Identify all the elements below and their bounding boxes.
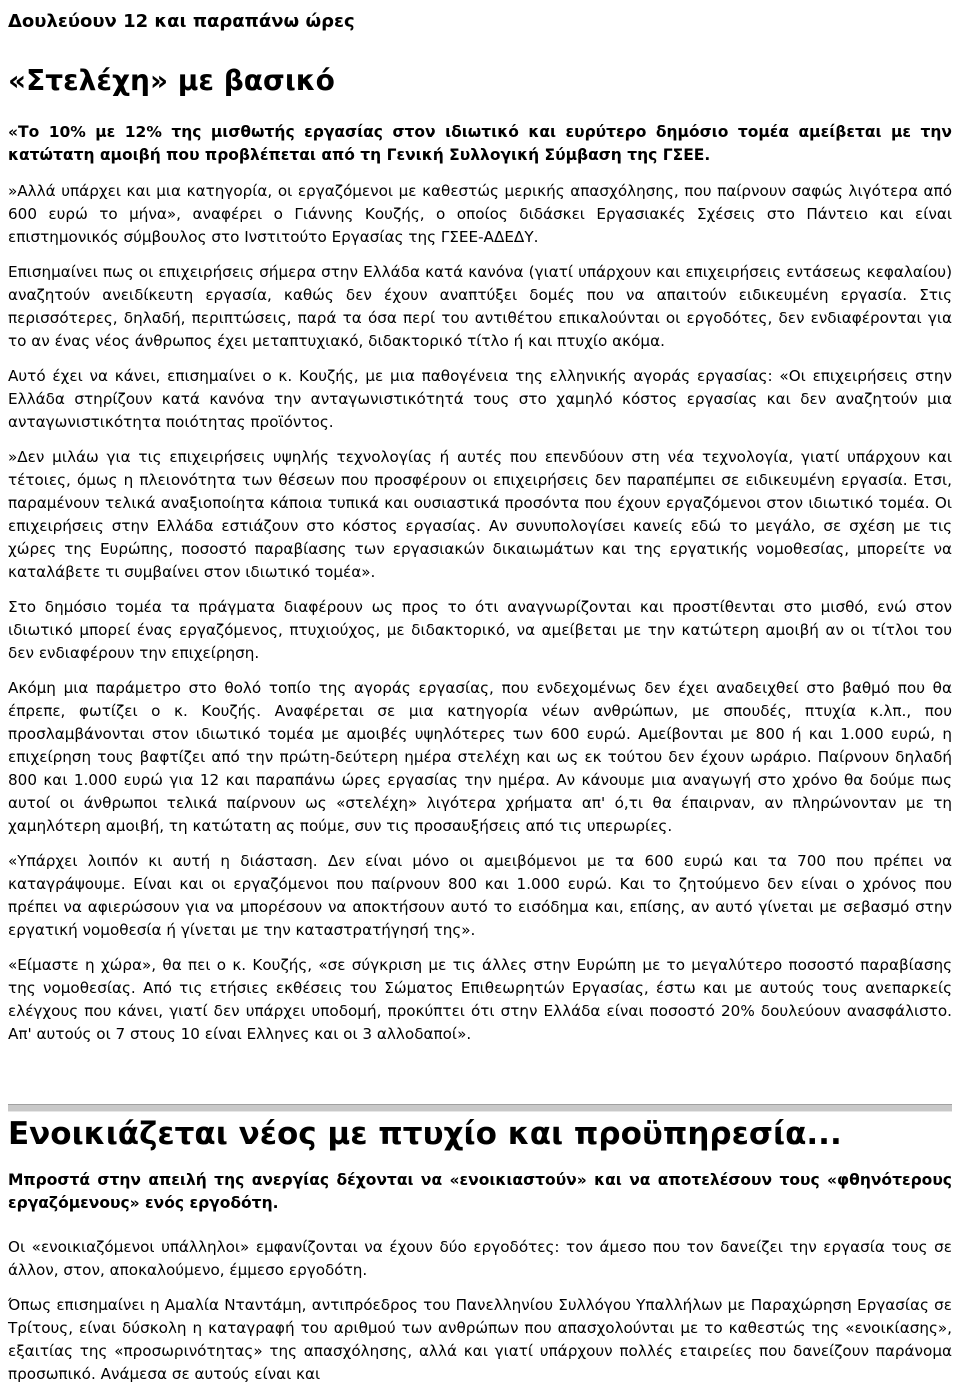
body-paragraph: »Αλλά υπάρχει και μια κατηγορία, οι εργαζόμενοι με καθεστώς μερικής απασχόλησης, που παίρνουν σαφώς λιγότερα από 600 ευρώ το μήνα», αναφέρει ο Γιάννης Κουζής, ο οποίος διδάσκει Εργασιακές Σχέσεις στο Πάντειο και είναι επιστημονικός σύμβουλος στο Ινστιτούτο Εργασίας της ΓΣΕΕ-ΑΔΕΔΥ. (8, 182, 952, 246)
body-paragraph: »Δεν μιλάω για τις επιχειρήσεις υψηλής τεχνολογίας ή αυτές που επενδύουν στη νέα τεχνολογία, γιατί υπάρχουν και τέτοιες, όμως η πλειονότητα των θέσεων που προσφέρουν οι επιχειρήσεις δεν παραπέμπει σε ειδικευμένη εργασία. Ετσι, παραμένουν τελικά αναξιοποίητα κάποια τυπικά και ουσιαστικά προσόντα που έχουν εργαζόμενοι στον ιδιωτικό τομέα. Οι επιχειρήσεις στην Ελλάδα εστιάζουν στο κόστος εργασίας. Αν συνυπολογίσει κανείς εδώ το μεγάλο, σε σχέση με τις χώρες της Ευρώπης, ποσοστό παραβίασης των εργασιακών δικαιωμάτων και της εργατικής νομοθεσίας, μπορείτε να καταλάβετε τι συμβαίνει στον ιδιωτικό τομέα». (8, 448, 952, 581)
body-paragraph: Επισημαίνει πως οι επιχειρήσεις σήμερα στην Ελλάδα κατά κανόνα (γιατί υπάρχουν και επιχειρήσεις εντάσεως κεφαλαίου) αναζητούν ανειδίκευτη εργασία, καθώς δεν έχουν αναπτύξει δομές που να απαιτούν ειδικευμένη εργασία. Στις περισσότερες, δηλαδή, περιπτώσεις, παρά τα όσα περί του αντιθέτου επικαλούνται οι εργοδότες, δεν ενδιαφέρονται για το αν ένας νέος άνθρωπος έχει μεταπτυχιακό, διδακτορικό τίτλο ή και πτυχίο ακόμα. (8, 263, 952, 350)
second-article-body (8, 1236, 952, 1398)
body-paragraph: Στο δημόσιο τομέα τα πράγματα διαφέρουν ως προς το ότι αναγνωρίζονται και προστίθενται στο μισθό, ενώ στον ιδιωτικό μπορεί ένας εργαζόμενος, πτυχιούχος, με διδακτορικό, να αμείβεται με την κατώτερη αμοιβή αν οι τίτλοι του δεν ενδιαφέρουν την επιχείρηση. (8, 598, 952, 662)
article-lead: «Το 10% με 12% της μισθωτής εργασίας στον ιδιωτικό και ευρύτερο δημόσιο τομέα αμείβεται με την κατώτατη αμοιβή που προβλέπεται από τη Γενική Συλλογική Σύμβαση της ΓΣΕΕ. (8, 123, 952, 164)
body-paragraph: «Υπάρχει λοιπόν κι αυτή η διάσταση. Δεν είναι μόνο οι αμειβόμενοι με τα 600 ευρώ και τα 700 που πρέπει να καταγράψουμε. Είναι και οι εργαζόμενοι που παίρνουν 800 και 1.000 ευρώ. Και το ζητούμενο δεν είναι ο χρόνος που πρέπει να αφιερώσουν για να μπορέσουν να αποκτήσουν αυτό το εισόδημα και, επίσης, αν αυτό γίνεται με σεβασμό στην εργατική νομοθεσία ή γίνεται με την καταστρατήγησή της». (8, 852, 952, 939)
body-paragraph: «Είμαστε η χώρα», θα πει ο κ. Κουζής, «σε σύγκριση με τις άλλες στην Ευρώπη με το μεγαλύτερο ποσοστό παραβίασης της νομοθεσίας. Από τις ετήσιες εκθέσεις του Σώματος Επιθεωρητών Εργασίας, έστω και με αυτούς τους ανεπαρκείς ελέγχους που κάνει, γιατί δεν υπάρχει υποδομή, προκύπτει ότι στην Ελλάδα είναι ποσοστό 20% δουλεύουν ανασφάλιστο. Απ' αυτούς οι 7 στους 10 είναι Ελληνες και οι 3 αλλοδαποί». (8, 956, 952, 1043)
second-article-title: Ενοικιάζεται νέος με πτυχίο και προϋπηρεσία... (8, 1116, 842, 1152)
second-article-lead: Μπροστά στην απειλή της ανεργίας δέχονται να «ενοικιαστούν» και να αποτελέσουν τους «φθηνότερους εργαζόμενους» ενός εργοδότη. (8, 1171, 952, 1212)
article-body (8, 180, 952, 1058)
section-divider (8, 1104, 952, 1112)
body-paragraph: Οι «ενοικιαζόμενοι υπάλληλοι» εμφανίζονται να έχουν δύο εργοδότες: τον άμεσο που τον δανείζει την εργασία τους σε άλλον, στον, αποκαλούμενο, έμμεσο εργοδότη. (8, 1238, 952, 1279)
article-title: «Στελέχη» με βασικό (8, 64, 335, 97)
body-paragraph: Όπως επισημαίνει η Αμαλία Νταντάμη, αντιπρόεδρος του Πανελληνίου Συλλόγου Υπαλλήλων με Παραχώρηση Εργασίας σε Τρίτους, είναι δύσκολη η καταγραφή του αριθμού των ανθρώπων που απασχολούνται με το καθεστώς της «ενοικίασης», εξαιτίας της «προσωρινότητας» της απασχόλησης, αλλά και γιατί υπάρχουν πολλές εταιρείες που δανείζουν παράνομα προσωπικό. Ανάμεσα σε αυτούς είναι και (8, 1296, 952, 1383)
body-paragraph: Αυτό έχει να κάνει, επισημαίνει ο κ. Κουζής, με μια παθογένεια της ελληνικής αγοράς εργασίας: «Οι επιχειρήσεις στην Ελλάδα στηρίζουν κατά κανόνα την ανταγωνιστικότητά τους στο χαμηλό κόστος εργασίας και δεν αναζητούν μια ανταγωνιστικότητα ποιότητας προϊόντος. (8, 367, 952, 431)
article-kicker: Δουλεύουν 12 και παραπάνω ώρες (8, 11, 355, 32)
body-paragraph: Ακόμη μια παράμετρο στο θολό τοπίο της αγοράς εργασίας, που ενδεχομένως δεν έχει αναδειχθεί στο βαθμό που θα έπρεπε, φωτίζει ο κ. Κουζής. Αναφέρεται σε μια κατηγορία νέων ανθρώπων, με σπουδές, πτυχία κ.λπ., που προσλαμβάνονται στον ιδιωτικό τομέα με αμοιβές υψηλότερες των 600 ευρώ. Αμείβονται με 800 ή και 1.000 ευρώ, η επιχείρηση τους βαφτίζει από την πρώτη-δεύτερη ημέρα στελέχη και ως εκ τούτου δεν έχουν ωράριο. Παίρνουν δηλαδή 800 και 1.000 ευρώ για 12 και παραπάνω ώρες εργασίας την ημέρα. Αν κάνουμε μια αναγωγή στο χρόνο θα δούμε πως αυτοί οι άνθρωποι τελικά παίρνουν ως «στελέχη» λιγότερα χρήματα απ' ό,τι θα έπαιρναν, αν πληρώνονταν με τη χαμηλότερη αμοιβή, τη κατώτατη ας πούμε, συν τις προσαυξήσεις από τις υπερωρίες. (8, 679, 952, 835)
